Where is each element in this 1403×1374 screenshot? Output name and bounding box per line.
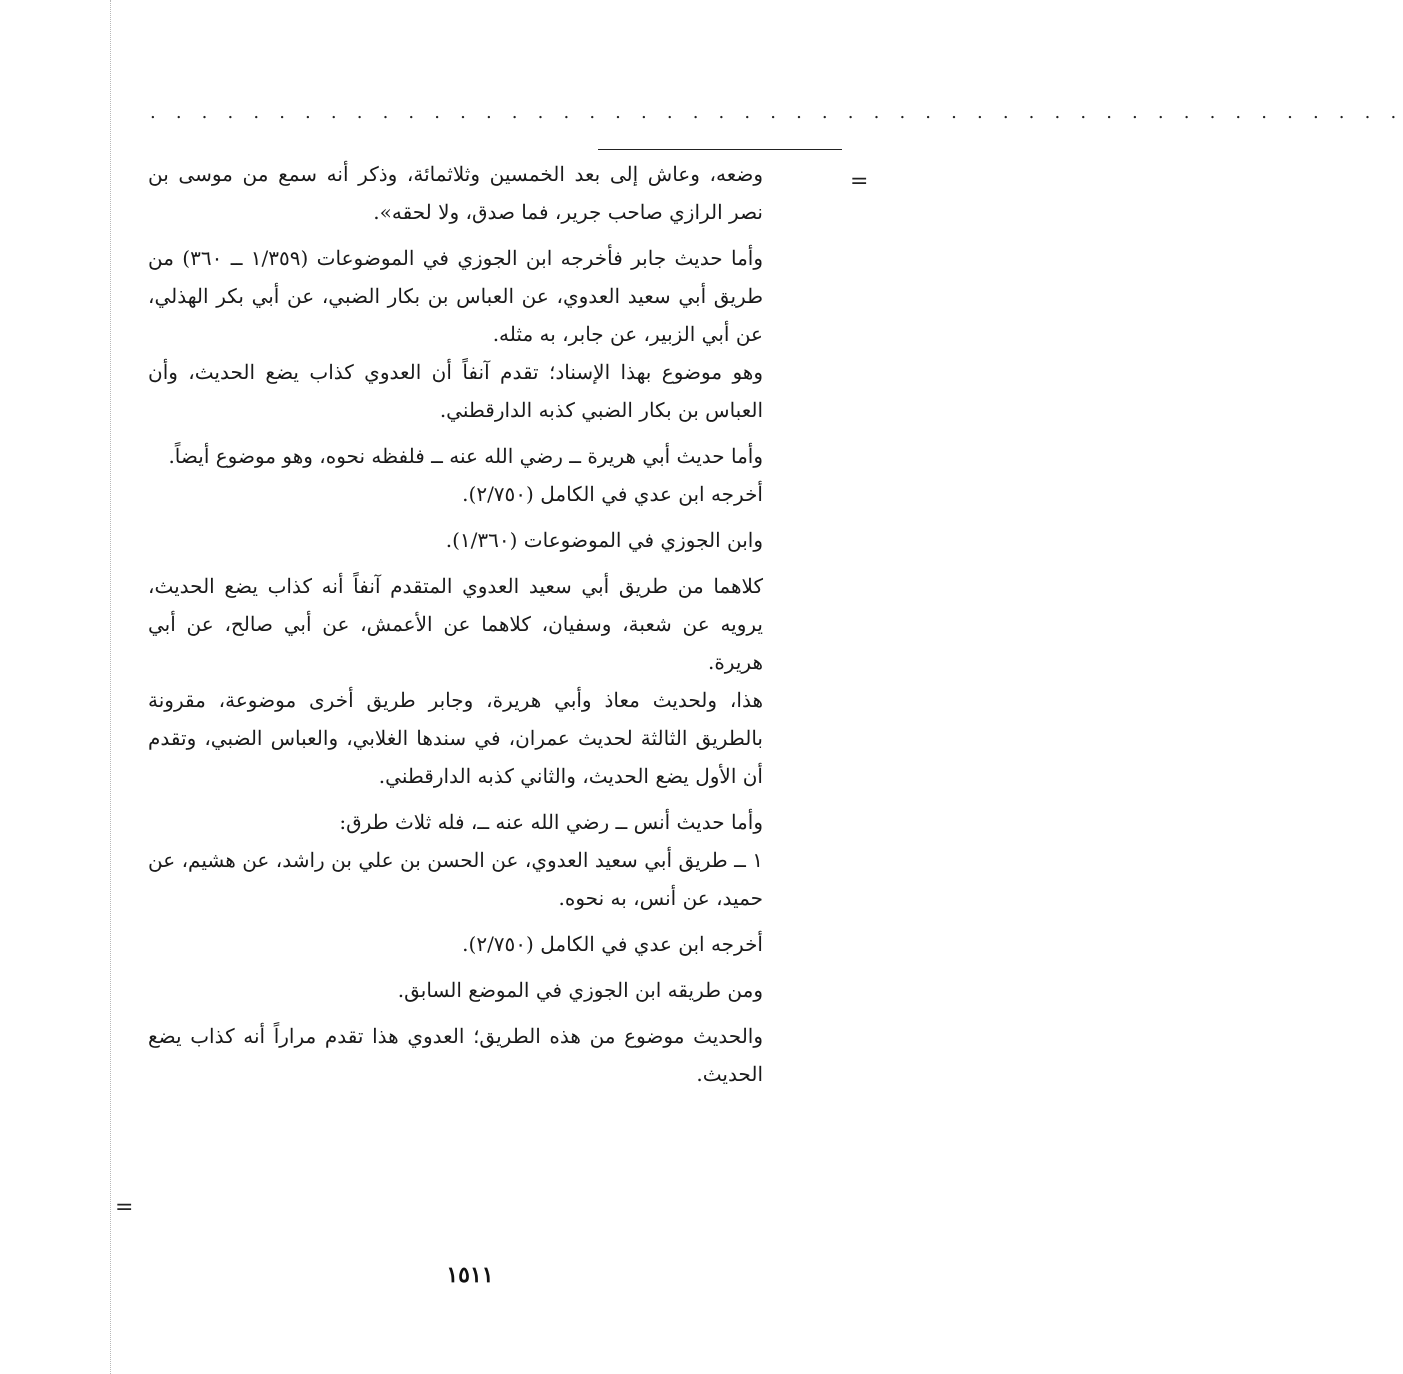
paragraph-10: ١ ــ طريق أبي سعيد العدوي، عن الحسن بن علي بن راشد، عن هشيم، عن حميد، عن أنس، به نحوه. bbox=[148, 848, 763, 910]
paragraph-11: أخرجه ابن عدي في الكامل (٢/٧٥٠). bbox=[462, 932, 763, 956]
page-number: ١٥١١ bbox=[446, 1262, 494, 1288]
dotted-separator: . . . . . . . . . . . . . . . . . . . . . . . . . . . . . . . . . . . . . . . . . . . . . . . . . bbox=[150, 102, 1403, 123]
paragraph-3: وهو موضوع بهذا الإسناد؛ تقدم آنفاً أن العدوي كذاب يضع الحديث، وأن العباس بن بكار الضبي كذبه الدارقطني. bbox=[148, 360, 764, 422]
paragraph-8: هذا، ولحديث معاذ وأبي هريرة، وجابر طريق أخرى موضوعة، مقرونة بالطريق الثالثة لحديث عمران، في سندها الغلابي، والعباس الضبي، وتقدم أن الأول يضع الحديث، والثاني كذبه الدارقطني. bbox=[148, 688, 763, 788]
scan-edge-line bbox=[110, 0, 111, 1374]
continuation-mark-top: = bbox=[850, 169, 869, 194]
footnote-rule bbox=[598, 149, 842, 150]
paragraph-9: وأما حديث أنس ــ رضي الله عنه ــ، فله ثلاث طرق: bbox=[339, 810, 763, 834]
paragraph-6: وابن الجوزي في الموضوعات (١/٣٦٠). bbox=[445, 528, 763, 552]
continuation-mark-bottom: = bbox=[115, 1195, 134, 1220]
paragraph-4: وأما حديث أبي هريرة ــ رضي الله عنه ــ فلفظه نحوه، وهو موضوع أيضاً. bbox=[168, 444, 763, 468]
paragraph-13: والحديث موضوع من هذه الطريق؛ العدوي هذا تقدم مراراً أنه كذاب يضع الحديث. bbox=[148, 1024, 763, 1086]
paragraph-2: وأما حديث جابر فأخرجه ابن الجوزي في الموضوعات (١/٣٥٩ ــ ٣٦٠) من طريق أبي سعيد العدوي، عن العباس بن بكار الضبي، عن أبي بكر الهذلي، عن أبي الزبير، عن جابر، به مثله. bbox=[148, 246, 763, 346]
paragraph-1: وضعه، وعاش إلى بعد الخمسين وثلاثمائة، وذكر أنه سمع من موسى بن نصر الرازي صاحب جرير، فما صدق، ولا لحقه». bbox=[148, 162, 763, 224]
paragraph-5: أخرجه ابن عدي في الكامل (٢/٧٥٠). bbox=[462, 482, 763, 506]
paragraph-7: كلاهما من طريق أبي سعيد العدوي المتقدم آنفاً أنه كذاب يضع الحديث، يرويه عن شعبة، وسفيان، كلاهما عن الأعمش، عن أبي صالح، عن أبي هريرة. bbox=[148, 574, 763, 674]
paragraph-12: ومن طريقه ابن الجوزي في الموضع السابق. bbox=[397, 978, 763, 1002]
footnote-text-block bbox=[148, 155, 763, 1093]
